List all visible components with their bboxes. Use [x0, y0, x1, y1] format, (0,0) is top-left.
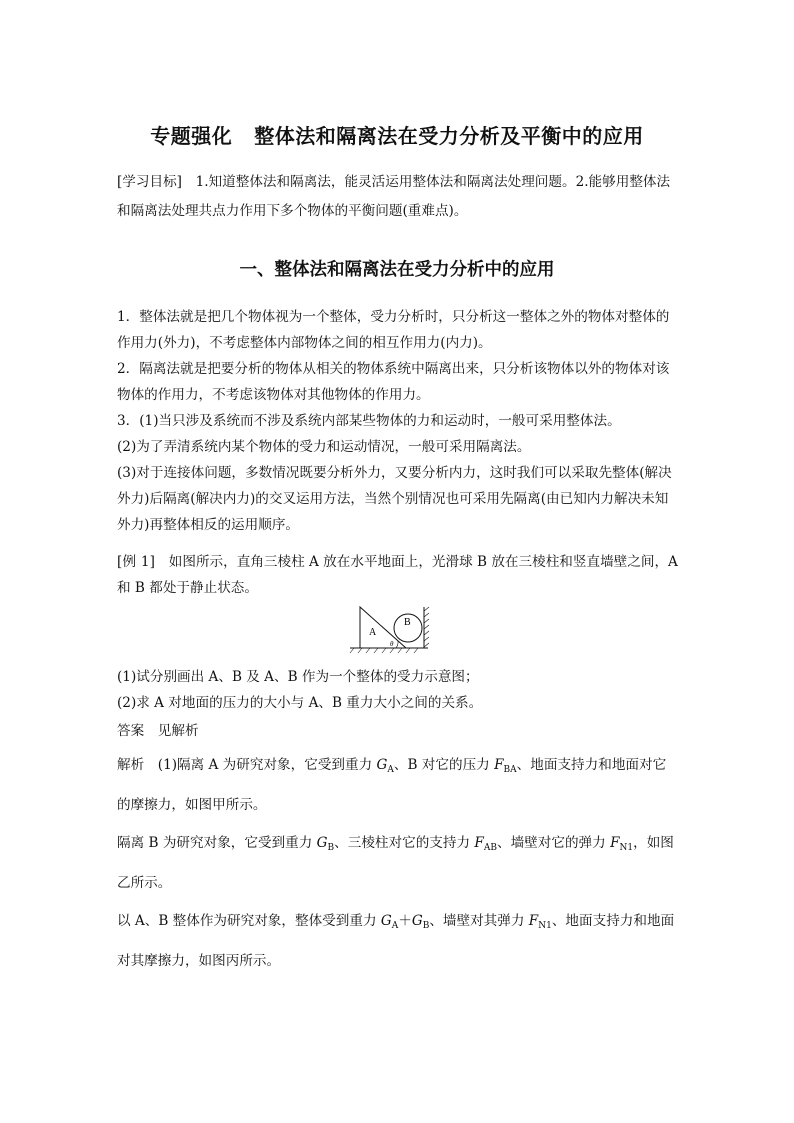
paragraph-line: 外力)再整体相反的运用顺序。	[117, 517, 300, 533]
paragraph-line: 外力)后隔离(解决内力)的交叉运用方法，当然个别情况也可采用先隔离(由已知内力解决未知	[117, 491, 669, 507]
paragraph-line: (2)为了弄清系统内某个物体的受力和运动情况，一般可采用隔离法。	[117, 439, 531, 455]
analysis-line-5	[117, 911, 679, 936]
wedge-a	[360, 607, 406, 648]
paragraph-line: 3．(1)当只涉及系统而不涉及系统内部某些物体的力和运动时，一般可采用整体法。	[117, 413, 621, 429]
subscript: B	[422, 921, 430, 931]
learning-goals-line-2: 和隔离法处理共点力作用下多个物体的平衡问题(重难点)。	[117, 203, 468, 219]
paragraph-line: (3)对于连接体问题，多数情况既要分析外力，又要分析内力，这时我们可以采取先整体(解决	[117, 465, 672, 481]
analysis-text: 以 A、B 整体作为研究对象，整体受到重力	[117, 913, 381, 929]
title-prefix: 专题强化	[150, 124, 233, 148]
symbol-g: G	[380, 913, 392, 929]
example-text: 如图所示，直角三棱柱 A 放在水平地面上，光滑球 B 放在三棱柱和竖直墙壁之间，A	[155, 554, 678, 570]
analysis-text: 、地面支持力和地面	[551, 913, 675, 929]
symbol-f: F	[494, 757, 504, 773]
example-line-2: 和 B 都处于静止状态。	[117, 580, 258, 596]
label-theta: θ	[390, 640, 394, 648]
question-2: (2)求 A 对地面的压力的大小与 A、B 重力大小之间的关系。	[117, 695, 483, 711]
analysis-line-6: 对其摩擦力，如图丙所示。	[117, 953, 281, 969]
answer-label: 答案	[117, 723, 145, 739]
analysis-line-4: 乙所示。	[117, 875, 172, 891]
subscript: A	[391, 921, 399, 931]
label-b: B	[404, 617, 411, 628]
symbol-f: F	[474, 835, 484, 851]
example-tag: [例 1]	[117, 554, 156, 570]
analysis-text: 隔离 B 为研究对象，它受到重力	[117, 835, 317, 851]
analysis-text: 、B 对它的压力	[393, 757, 495, 773]
analysis-label: 解析	[117, 757, 145, 773]
paragraph-line: 1．整体法就是把几个物体视为一个整体，受力分析时，只分析这一整体之外的物体对整体的	[117, 309, 670, 325]
analysis-text: (1)隔离 A 为研究对象，它受到重力	[144, 757, 377, 773]
title-main: 整体法和隔离法在受力分析及平衡中的应用	[254, 124, 644, 148]
analysis-text: 、墙壁对其弹力	[429, 913, 529, 929]
wedge-ball-figure	[346, 603, 436, 659]
learning-goals-line-1: [学习目标] 1.知道整体法和隔离法，能灵活运用整体法和隔离法处理问题。2.能够用整体法	[117, 174, 671, 190]
symbol-g: G	[411, 913, 423, 929]
label-a: A	[369, 627, 377, 638]
answer-text: 见解析	[157, 723, 199, 739]
subscript: A	[387, 765, 394, 775]
paragraph-line: 2．隔离法就是把要分析的物体从相关的物体系统中隔离出来，只分析该物体以外的物体对该	[117, 361, 670, 377]
symbol-g: G	[376, 757, 388, 773]
symbol-f: F	[528, 913, 539, 929]
subscript: N1	[619, 843, 634, 853]
angle-arc	[396, 641, 398, 648]
section-heading: 一、整体法和隔离法在受力分析中的应用	[239, 260, 555, 280]
symbol-g: G	[316, 835, 328, 851]
paragraph-line: 物体的作用力，不考虑该物体对其他物体的作用力。	[117, 387, 430, 403]
subscript: AB	[483, 843, 497, 853]
wall-hatch	[424, 607, 429, 647]
analysis-text: ，如图	[633, 835, 674, 851]
symbol-f: F	[610, 835, 620, 851]
analysis-line-2: 的摩擦力，如图甲所示。	[117, 797, 267, 813]
paragraph-line: 作用力(外力)，不考虑整体内部物体之间的相互作用力(内力)。	[117, 335, 492, 351]
example-line-1	[117, 552, 679, 572]
ground-hatch	[350, 648, 418, 653]
analysis-text: 、地面支持力和地面对它	[516, 757, 667, 773]
subscript: N1	[538, 921, 552, 931]
answer-line	[117, 721, 679, 741]
plus-sign: ＋	[398, 913, 412, 929]
page-title	[0, 120, 794, 149]
subscript: BA	[503, 765, 517, 775]
analysis-line-1	[117, 755, 679, 780]
analysis-text: 、三棱柱对它的支持力	[334, 835, 475, 851]
subscript: B	[327, 843, 335, 853]
analysis-line-3	[117, 833, 679, 858]
analysis-text: 、墙壁对它的弹力	[496, 835, 611, 851]
question-1: (1)试分别画出 A、B 及 A、B 作为一个整体的受力示意图；	[117, 669, 479, 685]
